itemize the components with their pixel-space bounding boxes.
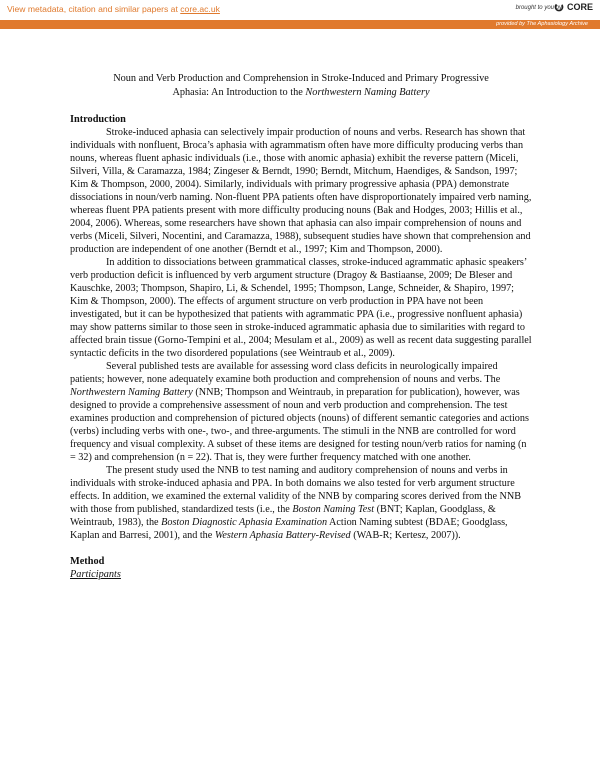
provider-bar bbox=[0, 20, 600, 29]
method-heading: Method bbox=[70, 556, 105, 567]
paragraph-3: Several published tests are available for assessing word class deficits in neurologically impaired patients; however, none adequately examine both production and comprehension of nouns and verbs. The Northwestern Naming Battery (NNB; Thompson and Weintraub, in preparation for publication), however, was designed to provide a comprehensive assessment of noun and verb production and comprehension. The test examines production and comprehension of pictured objects (nouns) of different semantic categories and actions (verbs) including verbs with one-, two-, and three-arguments. The stimuli in the NNB are controlled for word frequency and visual complexity. A subset of these items are designed for testing noun/verb ratios for naming (n = 32) and comprehension (n = 22). That is, they were further frequency matched with one another. bbox=[70, 361, 529, 463]
core-logo[interactable] bbox=[554, 2, 593, 12]
brought-to-you-by: brought to you by bbox=[515, 5, 562, 11]
participants-heading: Participants bbox=[70, 569, 121, 580]
page-title bbox=[70, 72, 532, 99]
title-line-2: Aphasia: An Introduction to the bbox=[172, 86, 306, 98]
core-label: CORE bbox=[566, 2, 593, 12]
bdae-title: Boston Diagnostic Aphasia Examination bbox=[161, 517, 328, 528]
title-battery-name: Northwestern Naming Battery bbox=[305, 86, 430, 98]
core-logo-icon bbox=[554, 2, 564, 12]
core-ac-uk-link[interactable]: core.ac.uk bbox=[180, 4, 220, 14]
metadata-link[interactable] bbox=[7, 4, 220, 14]
core-banner bbox=[0, 0, 600, 22]
title-line-1: Noun and Verb Production and Comprehension in Stroke-Induced and Primary Progressive bbox=[113, 73, 489, 84]
wab-title: Western Aphasia Battery-Revised bbox=[214, 530, 351, 541]
paragraph-4: The present study used the NNB to test naming and auditory comprehension of nouns and verbs in individuals with stroke-induced aphasia and PPA. In both domains we also tested for verb argument structure effects. In addition, we examined the external validity of the NNB by comparing scores derived from the NNB with those from published, standardized tests (i.e., the Boston Naming Test (BNT; Kaplan, Goodglass, & Weintraub, 1983), the Boston Diagnostic Aphasia Examination Action Naming subtest (BDAE; Goodglass, Kaplan and Barresi, 2001), and the Western Aphasia Battery-Revised (WAB-R; Kertesz, 2007)). bbox=[70, 465, 522, 541]
document-page bbox=[70, 72, 532, 581]
metadata-prefix: View metadata, citation and similar papers at bbox=[7, 4, 181, 14]
provided-by-text[interactable]: provided by The Aphasiology Archive bbox=[496, 21, 588, 27]
bnt-title: Boston Naming Test bbox=[292, 504, 375, 515]
introduction-heading: Introduction bbox=[70, 114, 126, 125]
paragraph-1: Stroke-induced aphasia can selectively impair production of nouns and verbs. Research has shown that individuals with nonfluent, Broca’s aphasia with agrammatism often have more difficulty producing verbs than nouns, whereas fluent aphasic individuals (i.e., those with anomic aphasia) exhibit the reverse pattern (Miceli, Silveri, Villa, & Caramazza, 1984; Zingeser & Berndt, 1990; Berndt, Mitchum, Haendiges, & Sandson, 1997; Kim & Thompson, 2000, 2004). Similarly, individuals with primary progressive aphasia (PPA) demonstrate dissociations in noun/verb naming. Non-fluent PPA patients often have disproportionately impaired verb naming, whereas fluent PPA patients present with more difficulty producing nouns (Bak and Hodges, 2003; Hillis et al., 2004, 2006). Whereas, some researchers have shown that aphasia can also impair comprehension of nouns and verbs (Miceli, Silveri, Nocentini, and Caramazza, 1988), subsequent studies have shown that comprehension and production are independent of one another (Berndt et al., 1997; Kim and Thompson, 2000). bbox=[70, 127, 532, 255]
paragraph-2: In addition to dissociations between grammatical classes, stroke-induced agrammatic aphasic speakers’ verb production deficit is influenced by verb argument structure (Dragoy & Bastiaanse, 2009; De Bleser and Kauschke, 2003; Thompson, Shapiro, Li, & Schendel, 1995; Thompson, Lange, Schneider, & Shapiro, 1997; Kim & Thompson, 2000). The effects of argument structure on verb production in PPA have not been investigated, but it can be hypothesized that patients with agrammatic PPA (i.e., progressive nonfluent aphasia) may show patterns similar to those seen in stroke-induced agrammatic aphasia due to similarities with regard to affected brain tissue (Gorno-Tempini et al., 2004; Mesulam et al., 2009) as well as recent data suggesting parallel syntactic deficits in the two disordered populations (see Weintraub et al., 2009). bbox=[70, 257, 532, 359]
nnb-title: Northwestern Naming Battery bbox=[70, 387, 193, 398]
